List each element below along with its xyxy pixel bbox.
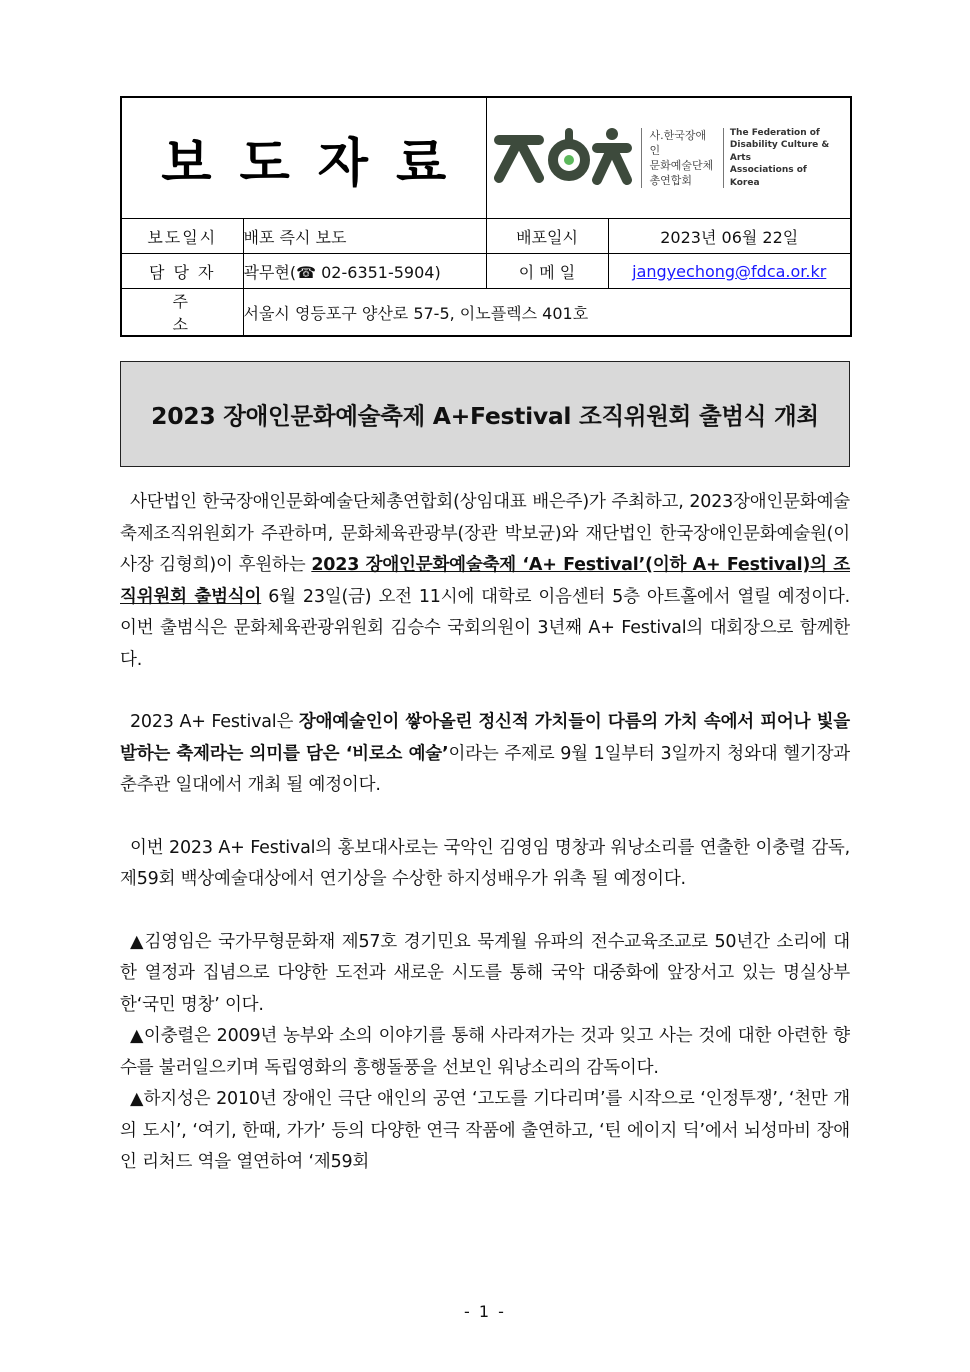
paragraph-text: 이라는 주제로 9월 1일부터 3일까지 청와대 헬기장과 춘추관 일대에서 개최 될 예정이다. [120, 743, 851, 795]
organization-logo [487, 98, 851, 218]
article-body [120, 487, 850, 1179]
paragraph-text: 6월 23일(금) 오전 11시에 대학로 이음센터 5층 아트홀에서 열릴 예정이다. 이번 출범식은 문화체육관광위원회 김승수 국회의원이 3년째 A+ Festival의 대회장으로 함께한다. [120, 586, 850, 670]
highlighted-text: 2023 장애인문화예술축제 ‘A+ Festival’(이하 A+ Festival)의 조직위원회 출범식이 [120, 555, 850, 607]
press-header-table [120, 96, 852, 337]
logo-english-name [724, 127, 850, 190]
paragraph-ha-jisung: ▲하지성은 2010년 장애인 극단 애인의 공연 ‘고도를 기다리며’를 시작으로 ‘인정투쟁’, ‘천만 개의 도시’, ‘여기, 한때, 가가’ 등의 다양한 연극 작품에 출연하고, ‘틴 에이지 딕’에서 뇌성마비 장애인 리처드 역을 열연하여 ‘제59회 [120, 1089, 850, 1172]
distribution-date-label: 배포일시 [486, 219, 608, 254]
address-value: 서울시 영등포구 양산로 57-5, 이노플렉스 401호 [243, 289, 851, 337]
paragraph-text: 사단법인 한국장애인문화예술단체총연합회(상임대표 배은주)가 주최하고, 2023장애인문화예술축제조직위원회가 주관하며, 문화체육관광부(장관 박보균)와 재단법인 한국장애인문화예술원(이사장 김형희)이 후원하는 [120, 492, 850, 575]
bold-text: 장애예술인이 쌓아올린 정신적 가치들이 다름의 가치 속에서 피어나 빛을 발하는 축제라는 의미를 담은 ‘비로소 예술’ [120, 712, 850, 764]
logo-korean-name [641, 128, 724, 188]
logo-ko-line: 사.한국장애인 [649, 129, 707, 157]
paragraph-lee-chungryul: ▲이충렬은 2009년 농부와 소의 이야기를 통해 사라져가는 것과 잊고 사는 것에 대한 아련한 향수를 불러일으키며 독립영화의 흥행돌풍을 선보인 워낭소리의 감독이다. [120, 1026, 850, 1078]
headline: 2023 장애인문화예술축제 A+Festival 조직위원회 출범식 개최 [151, 402, 819, 430]
logo-mark-icon [493, 126, 635, 190]
address-row [121, 289, 851, 337]
contact-row [121, 254, 851, 289]
contact-person-label: 담 당 자 [121, 254, 243, 289]
paragraph-intro [120, 487, 850, 676]
logo-ko-line: 총연합회 [649, 174, 693, 187]
press-title-cell [121, 97, 486, 219]
press-release-document [120, 96, 850, 1179]
email-label: 이 메 일 [486, 254, 608, 289]
headline-box [120, 361, 850, 467]
logo-en-line: Associations of [729, 165, 807, 176]
contact-person-value: 곽무현(☎ 02-6351-5904) [243, 254, 486, 289]
email-cell [608, 254, 851, 289]
distribution-date-value: 2023년 06월 22일 [608, 219, 851, 254]
email-link[interactable]: jangyechong@fdca.or.kr [632, 261, 827, 281]
press-title: 보도자료 [161, 132, 475, 194]
logo-en-line: The Federation of [729, 127, 820, 138]
logo-en-line: Korea [729, 177, 760, 188]
paragraph-kim-youngim: ▲김영임은 국가무형문화재 제57호 경기민요 묵계월 유파의 전수교육조교로 50년간 소리에 대한 열정과 집념으로 다양한 도전과 새로운 시도를 통해 국악 대중화에 앞장서고 있는 명실상부한‘국민 명창’ 이다. [120, 931, 850, 1015]
page-number: - 1 - [464, 1302, 506, 1321]
paragraph-theme [120, 707, 850, 802]
logo-en-line: Disability Culture & Arts [729, 140, 830, 163]
paragraph-text: 2023 A+ Festival은 [130, 712, 299, 732]
release-time-value: 배포 즉시 보도 [243, 219, 486, 254]
logo-ko-line: 문화예술단체 [649, 159, 714, 172]
paragraph-ambassadors: 이번 2023 A+ Festival의 홍보대사로는 국악인 김영임 명창과 워낭소리를 연출한 이충렬 감독, 제59회 백상예술대상에서 연기상을 수상한 하지성배우가 위촉 될 예정이다. [120, 837, 850, 889]
address-label: 주 소 [121, 289, 243, 337]
release-time-label: 보도일시 [121, 219, 243, 254]
logo-cell [486, 97, 851, 219]
release-date-row [121, 219, 851, 254]
